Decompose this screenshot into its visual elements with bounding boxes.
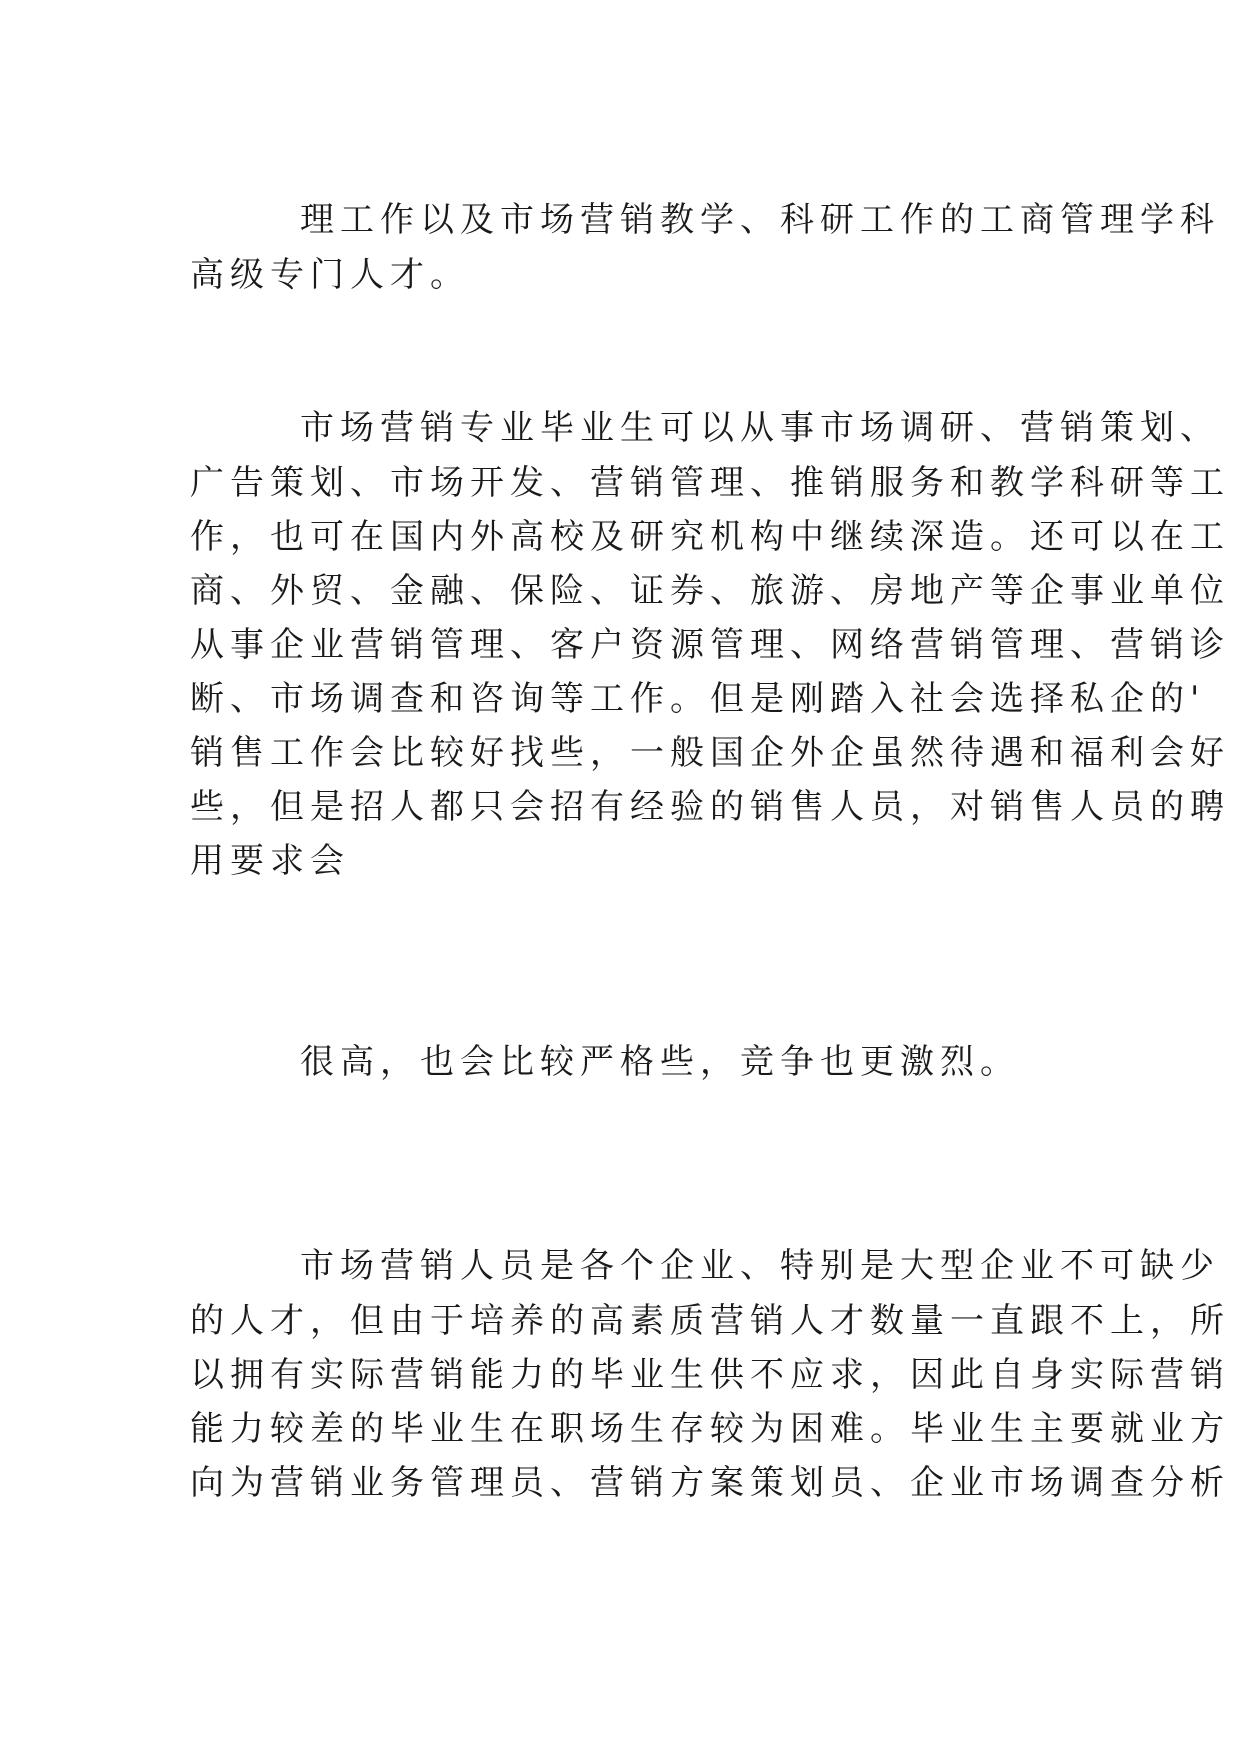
paragraph-line: 高级专门人才。 — [190, 255, 470, 295]
paragraph-line: 些，但是招人都只会招有经验的销售人员，对销售人员的聘 — [190, 787, 1230, 827]
paragraph-line: 的人才，但由于培养的高素质营销人才数量一直跟不上，所 — [190, 1301, 1230, 1341]
paragraph-line: 能力较差的毕业生在职场生存较为困难。毕业生主要就业方 — [190, 1409, 1230, 1449]
paragraph-line: 市场营销专业毕业生可以从事市场调研、营销策划、 — [300, 408, 1220, 448]
paragraph-line: 销售工作会比较好找些，一般国企外企虽然待遇和福利会好 — [190, 733, 1230, 773]
paragraph-line: 以拥有实际营销能力的毕业生供不应求，因此自身实际营销 — [190, 1355, 1230, 1395]
paragraph-line: 从事企业营销管理、客户资源管理、网络营销管理、营销诊 — [190, 625, 1230, 665]
paragraph-line: 商、外贸、金融、保险、证券、旅游、房地产等企事业单位 — [190, 571, 1230, 611]
paragraph-line: 断、市场调查和咨询等工作。但是刚踏入社会选择私企的' — [190, 679, 1206, 719]
paragraph-line: 用要求会 — [190, 841, 350, 881]
paragraph-line: 理工作以及市场营销教学、科研工作的工商管理学科 — [300, 200, 1220, 240]
paragraph-line: 很高，也会比较严格些，竞争也更激烈。 — [300, 1042, 1020, 1082]
paragraph-line: 市场营销人员是各个企业、特别是大型企业不可缺少 — [300, 1246, 1220, 1286]
paragraph-line: 作，也可在国内外高校及研究机构中继续深造。还可以在工 — [190, 517, 1230, 557]
paragraph-line: 广告策划、市场开发、营销管理、推销服务和教学科研等工 — [190, 463, 1230, 503]
paragraph-line: 向为营销业务管理员、营销方案策划员、企业市场调查分析 — [190, 1463, 1230, 1503]
